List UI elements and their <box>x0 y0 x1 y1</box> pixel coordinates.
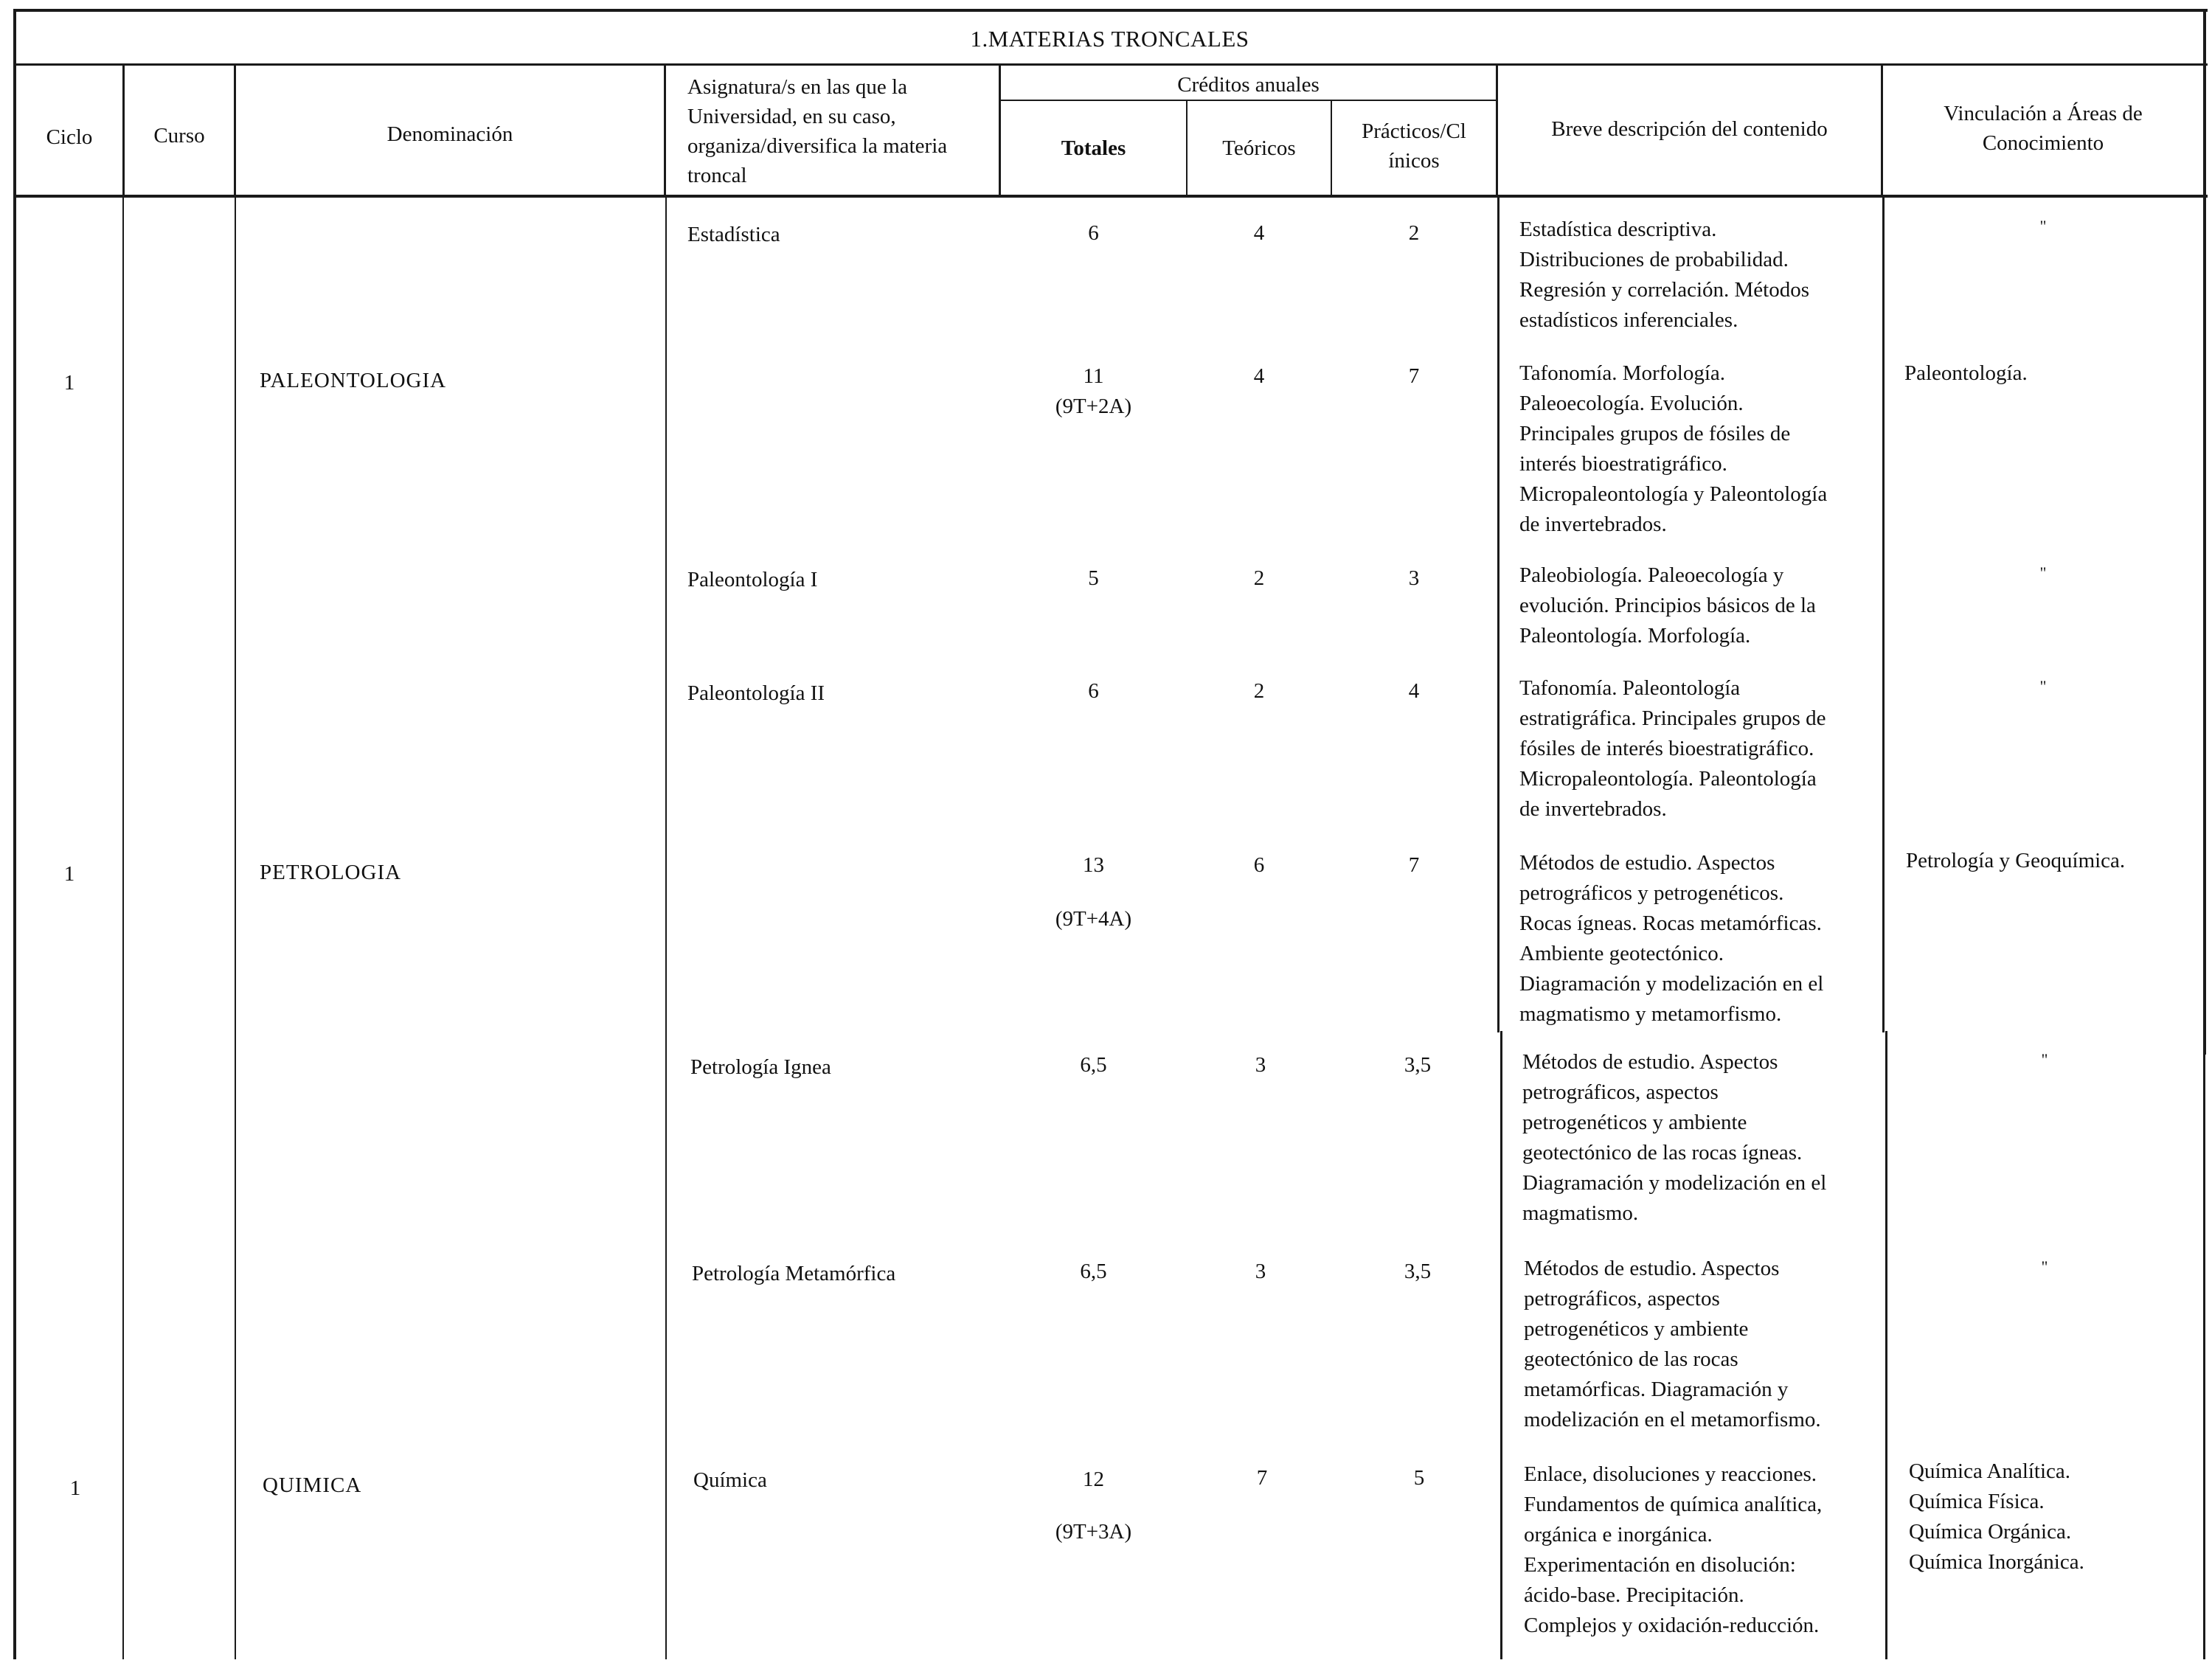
vinculacion-cell: Química Analítica. Química Física. Química Orgánica. Química Inorgánica. <box>1909 1459 2084 1574</box>
descripcion-cell: Estadística descriptiva. Distribuciones de probabilidad. Regresión y correlación. Métodos estadísticos inferenciales. <box>1519 218 1810 332</box>
totales-detail: (9T+3A) <box>1055 1520 1132 1544</box>
asignatura-cell: Paleontología II <box>687 681 825 705</box>
practicos-cell: 4 <box>1408 679 1420 703</box>
practicos-cell: 3 <box>1408 566 1420 590</box>
header-denominacion: Denominación <box>386 122 513 146</box>
asignatura-cell: Química <box>693 1468 767 1492</box>
practicos-cell: 5 <box>1413 1466 1425 1490</box>
totales-cell: 5 <box>1088 566 1099 590</box>
header-asignatura: Asignatura/s en las que la Universidad, en su caso, organiza/diversifica la materia troncal <box>687 75 948 187</box>
teoricos-cell: 4 <box>1253 221 1265 245</box>
vinculacion-cell: Petrología y Geoquímica. <box>1906 849 2126 872</box>
descripcion-cell: Métodos de estudio. Aspectos petrográficos, aspectos petrogenéticos y ambiente geotectónico de las rocas ígneas. Diagramación y modelización en el magmatismo. <box>1522 1050 1827 1225</box>
teoricos-cell: 6 <box>1253 853 1265 877</box>
header-totales: Totales <box>1061 136 1126 160</box>
practicos-cell: 2 <box>1408 221 1420 245</box>
descripcion-cell: Enlace, disoluciones y reacciones. Fundamentos de química analítica, orgánica e inorgánica. Experimentación en disolución: ácido-base. Precipitación. Complejos y oxidación-reducción. <box>1524 1462 1823 1637</box>
descripcion-cell: Métodos de estudio. Aspectos petrográficos y petrogenéticos. Rocas ígneas. Rocas metamórficas. Ambiente geotectónico. Diagramación y modelización en el magmatismo y metamorfismo. <box>1519 851 1824 1026</box>
totales-cell: 6 <box>1088 679 1099 703</box>
totales-cell: 12 <box>1083 1468 1104 1491</box>
descripcion-cell: Tafonomía. Morfología. Paleoecología. Evolución. Principales grupos de fósiles de interés bioestratigráfico. Micropaleontología y Paleontología de invertebrados. <box>1519 361 1828 536</box>
descripcion-cell: Métodos de estudio. Aspectos petrográficos, aspectos petrogenéticos y ambiente geotectónico de las rocas metamórficas. Diagramación y modelización en el metamorfismo. <box>1524 1257 1821 1431</box>
asignatura-cell: Paleontología I <box>687 568 818 591</box>
teoricos-cell: 3 <box>1255 1260 1266 1283</box>
totales-cell: 6,5 <box>1080 1053 1107 1077</box>
header-teoricos: Teóricos <box>1222 136 1296 160</box>
vinculacion-cell: " <box>2041 1050 2048 1069</box>
teoricos-cell: 7 <box>1256 1466 1268 1490</box>
teoricos-cell: 4 <box>1253 364 1265 388</box>
totales-cell: 6 <box>1088 221 1099 245</box>
descripcion-cell: Tafonomía. Paleontología estratigráfica. Principales grupos de fósiles de interés bioestratigráfico. Micropaleontología. Paleontología de invertebrados. <box>1519 676 1826 821</box>
vinculacion-cell: " <box>2041 1257 2048 1276</box>
header-curso: Curso <box>153 124 205 147</box>
teoricos-cell: 2 <box>1253 566 1265 590</box>
header-practicos: Prácticos/Cl ínicos <box>1362 119 1466 173</box>
header-creditos: Créditos anuales <box>1177 73 1320 97</box>
teoricos-cell: 3 <box>1255 1053 1266 1077</box>
totales-cell: 6,5 <box>1080 1260 1107 1283</box>
denominacion-cell: PETROLOGIA <box>260 861 402 884</box>
totales-cell: 11 <box>1083 364 1104 388</box>
totales-detail: (9T+2A) <box>1055 395 1132 418</box>
ciclo-cell: 1 <box>63 862 75 886</box>
asignatura-cell: Petrología Metamórfica <box>692 1262 896 1285</box>
header-vinculacion: Vinculación a Áreas de Conocimiento <box>1944 102 2143 155</box>
practicos-cell: 3,5 <box>1404 1053 1432 1077</box>
table-title: 1.MATERIAS TRONCALES <box>970 26 1249 52</box>
ciclo-cell: 1 <box>69 1476 81 1500</box>
denominacion-cell: QUIMICA <box>263 1473 362 1497</box>
header-ciclo: Ciclo <box>46 125 93 149</box>
practicos-cell: 3,5 <box>1404 1260 1432 1283</box>
descripcion-cell: Paleobiología. Paleoecología y evolución. Principios básicos de la Paleontología. Morfología. <box>1519 563 1816 648</box>
totales-detail: (9T+4A) <box>1055 907 1132 931</box>
vinculacion-cell: " <box>2039 217 2047 235</box>
practicos-cell: 7 <box>1408 853 1420 877</box>
asignatura-cell: Petrología Ignea <box>690 1055 831 1079</box>
practicos-cell: 7 <box>1408 364 1420 388</box>
totales-cell: 13 <box>1083 853 1104 877</box>
teoricos-cell: 2 <box>1253 679 1265 703</box>
vinculacion-cell: " <box>2039 677 2047 695</box>
header-descripcion: Breve descripción del contenido <box>1551 117 1828 141</box>
denominacion-cell: PALEONTOLOGIA <box>260 369 447 392</box>
vinculacion-cell: Paleontología. <box>1904 361 2028 385</box>
vinculacion-cell: " <box>2039 563 2047 582</box>
asignatura-cell: Estadística <box>687 223 780 246</box>
ciclo-cell: 1 <box>63 371 75 395</box>
